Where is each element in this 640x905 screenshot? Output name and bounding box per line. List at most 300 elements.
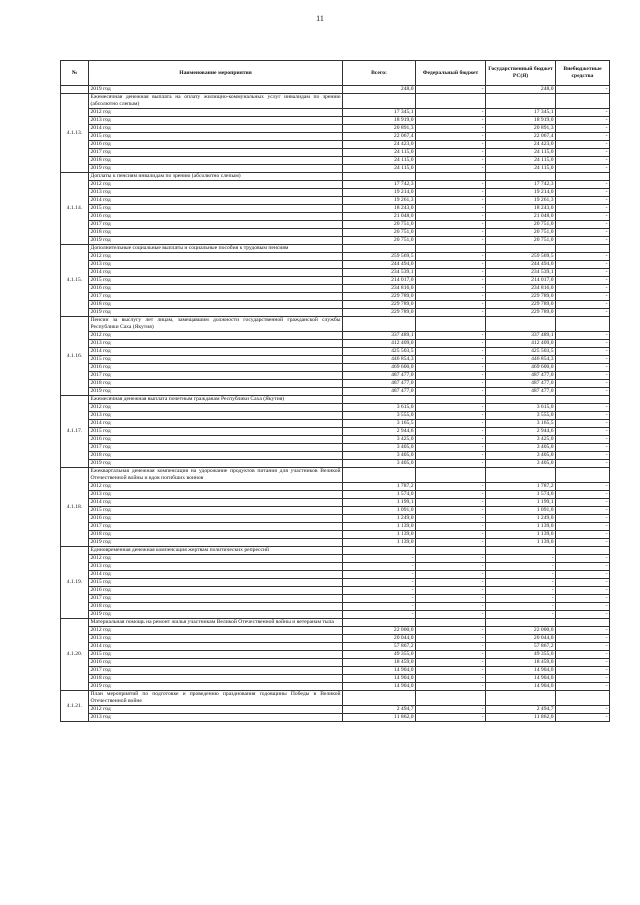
- row-extrabudgetary: -: [556, 380, 610, 388]
- row-state: 412 409,0: [486, 340, 556, 348]
- row-total: 1 199,1: [343, 499, 416, 507]
- row-state: 244 494,0: [486, 261, 556, 269]
- row-total: 21 048,0: [343, 213, 416, 221]
- row-federal: -: [416, 539, 486, 547]
- row-year: 2015 год: [89, 651, 343, 659]
- table-row: [61, 683, 610, 691]
- row-year: 2017 год: [89, 293, 343, 301]
- row-federal: -: [416, 117, 486, 125]
- row-federal: -: [416, 269, 486, 277]
- section-code: 4.1.19.: [61, 547, 89, 619]
- row-state: -: [486, 571, 556, 579]
- row-year: 2013 год: [89, 635, 343, 643]
- section-title-row: [61, 317, 610, 332]
- row-total: 2 944,6: [343, 428, 416, 436]
- table-row: [61, 332, 610, 340]
- row-extrabudgetary: -: [556, 261, 610, 269]
- row-state: 1 199,1: [486, 499, 556, 507]
- row-federal: -: [416, 293, 486, 301]
- section-title-empty-cell: [343, 317, 416, 332]
- section-title-empty-cell: [486, 173, 556, 181]
- row-total: -: [343, 595, 416, 603]
- row-state: 20 751,0: [486, 237, 556, 245]
- row-state: -: [486, 595, 556, 603]
- row-extrabudgetary: -: [556, 563, 610, 571]
- row-federal: -: [416, 523, 486, 531]
- row-total: 3 165,5: [343, 420, 416, 428]
- row-state: 22 000,0: [486, 627, 556, 635]
- row-federal: -: [416, 205, 486, 213]
- row-federal: -: [416, 460, 486, 468]
- table-row: [61, 675, 610, 683]
- row-state: 24 423,0: [486, 141, 556, 149]
- section-title-empty-cell: [556, 173, 610, 181]
- row-federal: -: [416, 253, 486, 261]
- row-year: 2018 год: [89, 229, 343, 237]
- row-state: 469 600,0: [486, 364, 556, 372]
- row-year: 2013 год: [89, 412, 343, 420]
- row-state: 1 139,0: [486, 539, 556, 547]
- row-state: 1 139,0: [486, 531, 556, 539]
- row-extrabudgetary: -: [556, 627, 610, 635]
- section-title-empty-cell: [343, 691, 416, 706]
- row-state: 259 569,5: [486, 253, 556, 261]
- section-code: 4.1.20.: [61, 619, 89, 691]
- row-state: 229 789,0: [486, 301, 556, 309]
- row-total: 18 243,0: [343, 205, 416, 213]
- row-federal: -: [416, 714, 486, 722]
- row-year: 2012 год: [89, 332, 343, 340]
- row-total: 244 494,0: [343, 261, 416, 269]
- row-total: 17 345,1: [343, 109, 416, 117]
- row-extrabudgetary: -: [556, 683, 610, 691]
- row-state: 2 494,7: [486, 706, 556, 714]
- section-title-row: [61, 691, 610, 706]
- row-total: -: [343, 555, 416, 563]
- row-state: -: [486, 611, 556, 619]
- row-state: 11 862,0: [486, 714, 556, 722]
- row-total: 487 477,0: [343, 372, 416, 380]
- row-federal: -: [416, 531, 486, 539]
- table-row: [61, 356, 610, 364]
- row-year: 2015 год: [89, 428, 343, 436]
- table-row: [61, 499, 610, 507]
- row-federal: -: [416, 109, 486, 117]
- row-federal: -: [416, 189, 486, 197]
- row-total: -: [343, 611, 416, 619]
- row-extrabudgetary: -: [556, 643, 610, 651]
- row-year: 2018 год: [89, 603, 343, 611]
- row-total: 3 405,0: [343, 452, 416, 460]
- row-state: 3 165,5: [486, 420, 556, 428]
- table-row: [61, 436, 610, 444]
- row-total: 259 569,5: [343, 253, 416, 261]
- row-year: 2012 год: [89, 627, 343, 635]
- section-title-empty-cell: [556, 468, 610, 483]
- row-extrabudgetary: -: [556, 675, 610, 683]
- row-total: 1 091,0: [343, 507, 416, 515]
- row-total: 1 139,0: [343, 539, 416, 547]
- section-title-empty-cell: [416, 396, 486, 404]
- row-federal: -: [416, 555, 486, 563]
- table-row: [61, 611, 610, 619]
- row-total: -: [343, 587, 416, 595]
- row-total: 14 904,0: [343, 675, 416, 683]
- table-row: [61, 420, 610, 428]
- row-federal: -: [416, 643, 486, 651]
- row-extrabudgetary: -: [556, 714, 610, 722]
- section-title-empty-cell: [416, 173, 486, 181]
- row-state: 248,0: [486, 86, 556, 94]
- table-row: [61, 86, 610, 94]
- row-total: 412 409,0: [343, 340, 416, 348]
- table-row: [61, 253, 610, 261]
- row-federal: -: [416, 563, 486, 571]
- row-year: 2014 год: [89, 499, 343, 507]
- row-federal: -: [416, 412, 486, 420]
- table-row: [61, 595, 610, 603]
- row-extrabudgetary: -: [556, 197, 610, 205]
- table-body: [61, 86, 610, 722]
- row-year: 2015 год: [89, 579, 343, 587]
- row-federal: -: [416, 436, 486, 444]
- row-federal: -: [416, 428, 486, 436]
- row-extrabudgetary: -: [556, 507, 610, 515]
- table-row: [61, 301, 610, 309]
- row-federal: -: [416, 237, 486, 245]
- row-extrabudgetary: -: [556, 356, 610, 364]
- row-state: 1 249,0: [486, 515, 556, 523]
- row-total: 18 919,0: [343, 117, 416, 125]
- section-title-empty-cell: [556, 691, 610, 706]
- row-state: 3 555,0: [486, 412, 556, 420]
- row-state: -: [486, 563, 556, 571]
- row-extrabudgetary: -: [556, 157, 610, 165]
- row-state: 21 048,0: [486, 213, 556, 221]
- row-federal: -: [416, 659, 486, 667]
- section-title: Материальная помощь на ремонт жилья участникам Великой Отечественной войны и ветеранам тыла: [89, 619, 343, 627]
- row-extrabudgetary: -: [556, 149, 610, 157]
- row-extrabudgetary: -: [556, 205, 610, 213]
- row-state: 18 243,0: [486, 205, 556, 213]
- section-title-empty-cell: [556, 245, 610, 253]
- row-extrabudgetary: -: [556, 706, 610, 714]
- table-row: [61, 643, 610, 651]
- row-federal: -: [416, 340, 486, 348]
- row-extrabudgetary: -: [556, 86, 610, 94]
- row-extrabudgetary: -: [556, 269, 610, 277]
- row-total: 337 489,1: [343, 332, 416, 340]
- row-extrabudgetary: -: [556, 491, 610, 499]
- row-state: -: [486, 555, 556, 563]
- row-year: 2018 год: [89, 301, 343, 309]
- table-row: [61, 404, 610, 412]
- section-title-empty-cell: [486, 396, 556, 404]
- row-total: 24 115,0: [343, 165, 416, 173]
- row-extrabudgetary: -: [556, 348, 610, 356]
- table-row: [61, 603, 610, 611]
- row-total: -: [343, 571, 416, 579]
- row-year: 2013 год: [89, 117, 343, 125]
- row-state: 20 891,3: [486, 125, 556, 133]
- table-row: [61, 483, 610, 491]
- table-row: [61, 714, 610, 722]
- row-total: 3 615,0: [343, 404, 416, 412]
- table-row: [61, 507, 610, 515]
- section-code: 4.1.21.: [61, 691, 89, 722]
- row-total: 17 742,3: [343, 181, 416, 189]
- row-year: 2017 год: [89, 149, 343, 157]
- row-total: 229 789,0: [343, 301, 416, 309]
- row-year: 2012 год: [89, 706, 343, 714]
- table-row: [61, 181, 610, 189]
- row-total: 49 355,0: [343, 651, 416, 659]
- row-total: 1 574,0: [343, 491, 416, 499]
- row-federal: -: [416, 380, 486, 388]
- table-row: [61, 285, 610, 293]
- section-title-row: [61, 619, 610, 627]
- row-federal: -: [416, 197, 486, 205]
- row-state: 234 539,1: [486, 269, 556, 277]
- row-extrabudgetary: -: [556, 221, 610, 229]
- row-extrabudgetary: -: [556, 531, 610, 539]
- section-title-empty-cell: [556, 547, 610, 555]
- row-federal: -: [416, 332, 486, 340]
- row-state: 49 355,0: [486, 651, 556, 659]
- table-row: [61, 149, 610, 157]
- table-row: [61, 197, 610, 205]
- row-total: 487 477,0: [343, 388, 416, 396]
- row-extrabudgetary: -: [556, 285, 610, 293]
- row-year: 2013 год: [89, 563, 343, 571]
- header-activity-name: Наименование мероприятия: [89, 61, 343, 86]
- section-title-empty-cell: [416, 547, 486, 555]
- row-state: 24 115,0: [486, 157, 556, 165]
- table-row: [61, 133, 610, 141]
- section-title-empty-cell: [556, 94, 610, 109]
- row-state: 3 405,0: [486, 452, 556, 460]
- row-total: 234 816,0: [343, 285, 416, 293]
- section-code: 4.1.13.: [61, 94, 89, 173]
- row-federal: -: [416, 507, 486, 515]
- row-extrabudgetary: -: [556, 332, 610, 340]
- row-year: 2018 год: [89, 531, 343, 539]
- row-federal: -: [416, 675, 486, 683]
- row-year: 2013 год: [89, 491, 343, 499]
- table-row: [61, 491, 610, 499]
- section-title-empty-cell: [556, 396, 610, 404]
- row-extrabudgetary: -: [556, 141, 610, 149]
- table-row: [61, 571, 610, 579]
- table-row: [61, 460, 610, 468]
- row-state: 22 067,4: [486, 133, 556, 141]
- row-federal: -: [416, 635, 486, 643]
- row-extrabudgetary: -: [556, 340, 610, 348]
- table-row: [61, 229, 610, 237]
- row-year: 2016 год: [89, 587, 343, 595]
- row-total: 1 249,0: [343, 515, 416, 523]
- row-state: 14 904,0: [486, 667, 556, 675]
- row-federal: -: [416, 301, 486, 309]
- row-code-empty: [61, 86, 89, 94]
- section-title-row: [61, 173, 610, 181]
- row-state: 3 405,0: [486, 444, 556, 452]
- header-extrabudgetary: Внебюджетные средства: [556, 61, 610, 86]
- row-total: 11 862,0: [343, 714, 416, 722]
- table-row: [61, 340, 610, 348]
- row-extrabudgetary: -: [556, 603, 610, 611]
- row-federal: -: [416, 149, 486, 157]
- row-total: -: [343, 579, 416, 587]
- row-total: 3 405,0: [343, 460, 416, 468]
- row-state: 1 787,2: [486, 483, 556, 491]
- row-total: 14 904,0: [343, 683, 416, 691]
- row-federal: -: [416, 667, 486, 675]
- section-title-empty-cell: [416, 619, 486, 627]
- table-row: [61, 563, 610, 571]
- row-total: 19 261,3: [343, 197, 416, 205]
- row-federal: -: [416, 86, 486, 94]
- row-state: 487 477,0: [486, 372, 556, 380]
- row-state: 234 816,0: [486, 285, 556, 293]
- table-row: [61, 117, 610, 125]
- section-title-empty-cell: [486, 468, 556, 483]
- row-federal: -: [416, 420, 486, 428]
- row-federal: -: [416, 611, 486, 619]
- row-state: 214 017,0: [486, 277, 556, 285]
- row-year: 2019 год: [89, 539, 343, 547]
- section-title-row: [61, 468, 610, 483]
- row-total: 18 459,0: [343, 659, 416, 667]
- section-title: Ежемесячная денежная выплата почетным гражданам Республики Саха (Якутия): [89, 396, 343, 404]
- row-extrabudgetary: -: [556, 452, 610, 460]
- row-state: 229 789,0: [486, 309, 556, 317]
- row-state: 18 919,0: [486, 117, 556, 125]
- table-row: [61, 109, 610, 117]
- row-year: 2015 год: [89, 277, 343, 285]
- row-total: 234 539,1: [343, 269, 416, 277]
- header-total: Всего:: [343, 61, 416, 86]
- section-code: 4.1.17.: [61, 396, 89, 468]
- row-total: 446 854,3: [343, 356, 416, 364]
- row-federal: -: [416, 587, 486, 595]
- section-title-empty-cell: [486, 94, 556, 109]
- row-year: 2018 год: [89, 675, 343, 683]
- row-state: 24 115,0: [486, 149, 556, 157]
- row-federal: -: [416, 141, 486, 149]
- row-extrabudgetary: -: [556, 109, 610, 117]
- section-title-empty-cell: [343, 468, 416, 483]
- table-row: [61, 555, 610, 563]
- row-federal: -: [416, 125, 486, 133]
- table-row: [61, 523, 610, 531]
- row-state: -: [486, 603, 556, 611]
- row-year: 2012 год: [89, 253, 343, 261]
- section-title: Пенсии за выслугу лет лицам, замещавшим должности государственной гражданской службы Республики Саха (Якутия): [90, 317, 341, 330]
- row-federal: -: [416, 483, 486, 491]
- header-number: №: [61, 61, 89, 86]
- row-total: 20 891,3: [343, 125, 416, 133]
- row-total: -: [343, 563, 416, 571]
- row-year: 2014 год: [89, 197, 343, 205]
- table-row: [61, 372, 610, 380]
- section-title-empty-cell: [416, 245, 486, 253]
- row-total: -: [343, 603, 416, 611]
- section-title-empty-cell: [486, 245, 556, 253]
- row-year: 2019 год: [89, 165, 343, 173]
- row-year: 2014 год: [89, 269, 343, 277]
- row-federal: -: [416, 515, 486, 523]
- row-extrabudgetary: -: [556, 364, 610, 372]
- row-federal: -: [416, 627, 486, 635]
- table-row: [61, 269, 610, 277]
- row-federal: -: [416, 213, 486, 221]
- row-state: 3 405,0: [486, 460, 556, 468]
- row-year: 2014 год: [89, 643, 343, 651]
- row-total: 229 789,0: [343, 293, 416, 301]
- row-year: 2018 год: [89, 452, 343, 460]
- table-row: [61, 380, 610, 388]
- row-state: 17 345,1: [486, 109, 556, 117]
- row-year: 2017 год: [89, 595, 343, 603]
- row-federal: -: [416, 571, 486, 579]
- row-total: 22 000,0: [343, 627, 416, 635]
- row-extrabudgetary: -: [556, 404, 610, 412]
- row-extrabudgetary: -: [556, 635, 610, 643]
- row-federal: -: [416, 388, 486, 396]
- row-year: 2015 год: [89, 356, 343, 364]
- table-row: [61, 587, 610, 595]
- row-year: 2013 год: [89, 189, 343, 197]
- section-title-empty-cell: [486, 317, 556, 332]
- row-federal: -: [416, 285, 486, 293]
- row-total: 487 477,0: [343, 380, 416, 388]
- row-extrabudgetary: -: [556, 133, 610, 141]
- row-total: 1 787,2: [343, 483, 416, 491]
- row-extrabudgetary: -: [556, 412, 610, 420]
- row-total: 14 904,0: [343, 667, 416, 675]
- row-year: 2014 год: [89, 348, 343, 356]
- row-federal: -: [416, 595, 486, 603]
- row-total: 425 503,5: [343, 348, 416, 356]
- table-row: [61, 388, 610, 396]
- row-total: 22 067,4: [343, 133, 416, 141]
- table-row: [61, 293, 610, 301]
- row-year: 2016 год: [89, 285, 343, 293]
- table-row: [61, 165, 610, 173]
- row-federal: -: [416, 603, 486, 611]
- row-total: 24 115,0: [343, 149, 416, 157]
- section-title: Ежемесячная денежная выплата на оплату жилищно-коммунальных услуг инвалидам по зрению (абсолютно слепым): [90, 94, 341, 107]
- row-extrabudgetary: -: [556, 651, 610, 659]
- row-state: 18 459,0: [486, 659, 556, 667]
- row-year: 2017 год: [89, 523, 343, 531]
- row-state: 487 477,0: [486, 380, 556, 388]
- row-extrabudgetary: -: [556, 213, 610, 221]
- row-federal: -: [416, 221, 486, 229]
- row-year: 2012 год: [89, 483, 343, 491]
- header-federal-budget: Федеральный бюджет: [416, 61, 486, 86]
- row-year: 2012 год: [89, 555, 343, 563]
- row-year: 2019 год: [89, 237, 343, 245]
- row-year: 2015 год: [89, 507, 343, 515]
- row-state: 3 615,0: [486, 404, 556, 412]
- row-state: 446 854,3: [486, 356, 556, 364]
- table-row: [61, 531, 610, 539]
- section-title-empty-cell: [343, 173, 416, 181]
- section-title-empty-cell: [556, 317, 610, 332]
- row-extrabudgetary: -: [556, 659, 610, 667]
